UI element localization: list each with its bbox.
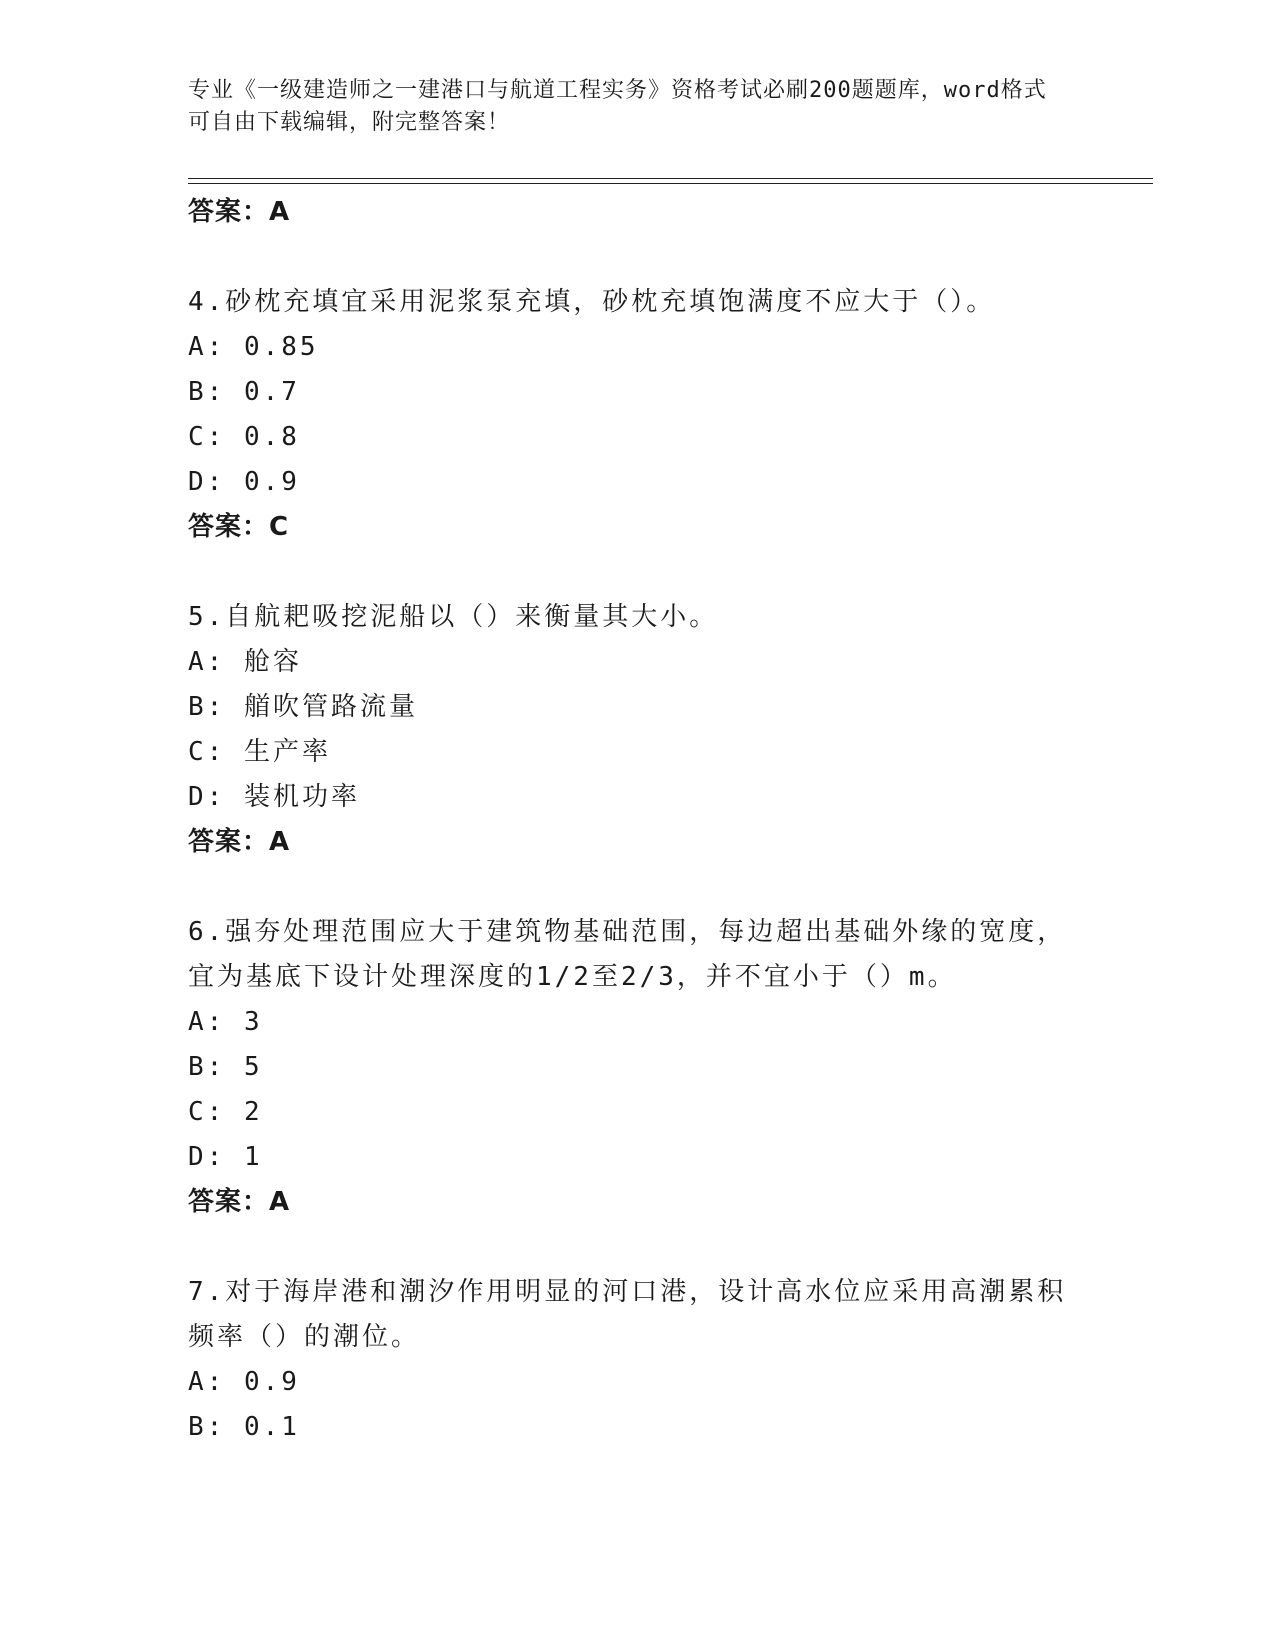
option-c: C: 生产率 <box>188 737 331 767</box>
option-b: B: 0.7 <box>188 377 300 407</box>
answer-line: 答案：A <box>188 827 291 857</box>
question-text: 6.强夯处理范围应大于建筑物基础范围，每边超出基础外缘的宽度，宜为基底下设计处理深度的1/2至2/3，并不宜小于（）m。 <box>188 917 1067 992</box>
document-header: 专业《一级建造师之一建港口与航道工程实务》资格考试必刷200题题库，word格式可自由下载编辑，附完整答案！ <box>188 78 1047 135</box>
option-c: C: 2 <box>188 1097 263 1127</box>
option-a: A: 0.85 <box>188 332 319 362</box>
option-d: D: 装机功率 <box>188 782 360 812</box>
question-item <box>188 910 1088 1224</box>
option-b: B: 艏吹管路流量 <box>188 692 418 722</box>
question-text: 4.砂枕充填宜采用泥浆泵充填，砂枕充填饱满度不应大于（）。 <box>188 287 996 317</box>
option-b: B: 0.1 <box>188 1412 300 1442</box>
option-d: D: 1 <box>188 1142 263 1172</box>
question-item <box>188 595 1088 864</box>
question-item <box>188 1270 1088 1450</box>
option-b: B: 5 <box>188 1052 263 1082</box>
answer-line: 答案：C <box>188 512 290 542</box>
option-d: D: 0.9 <box>188 467 300 497</box>
option-a: A: 舱容 <box>188 647 302 677</box>
option-a: A: 0.9 <box>188 1367 300 1397</box>
header-rule-top <box>188 178 1153 179</box>
option-c: C: 0.8 <box>188 422 300 452</box>
option-a: A: 3 <box>188 1007 263 1037</box>
question-list <box>188 190 1088 1450</box>
header-rule-bottom <box>188 183 1153 184</box>
question-item <box>188 280 1088 549</box>
question-text: 7.对于海岸港和潮汐作用明显的河口港，设计高水位应采用高潮累积频率（）的潮位。 <box>188 1277 1067 1352</box>
answer-line: 答案：A <box>188 197 291 227</box>
question-text: 5.自航耙吸挖泥船以（）来衡量其大小。 <box>188 602 719 632</box>
answer-line: 答案：A <box>188 1187 291 1217</box>
